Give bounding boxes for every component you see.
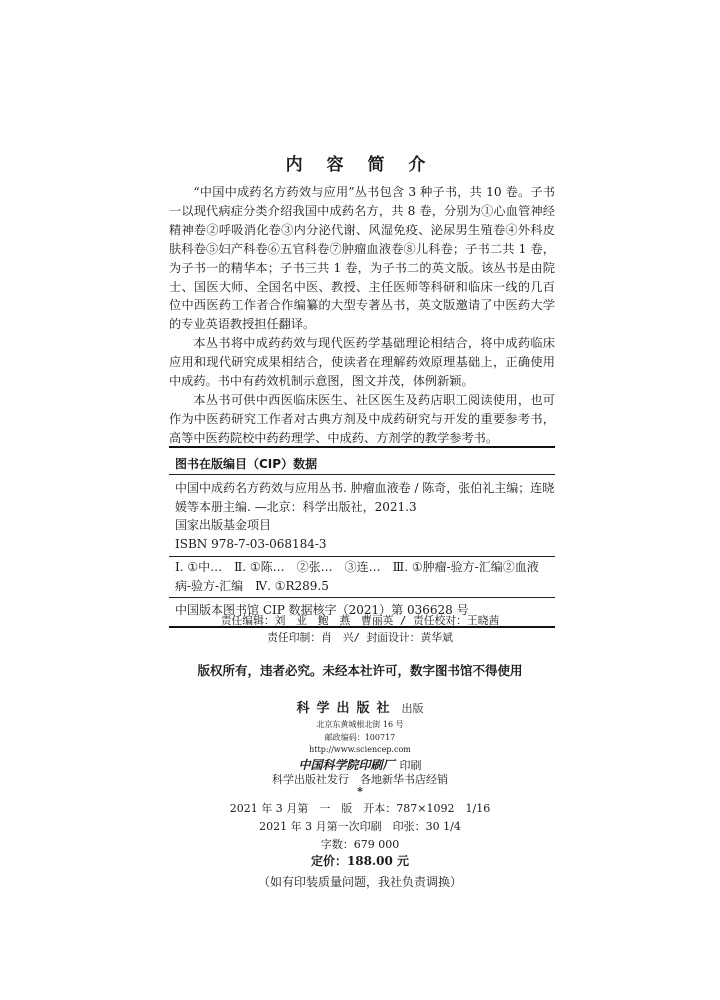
cip-block-1	[175, 479, 555, 553]
content-summary	[169, 183, 555, 448]
summary-paragraph-2: 本丛书将中成药药效与现代医药学基础理论相结合，将中成药临床应用和现代研究成果相结合，使读者在理解药效原理基础上，正确使用中成药。书中有药效机制示意图，图文并茂，体例新颖。	[169, 336, 555, 389]
cip-heading: 图书在版编目（CIP）数据	[175, 457, 318, 471]
publisher-website: http://www.sciencep.com	[309, 745, 411, 754]
price-value: 188.00 元	[346, 854, 410, 868]
credits-line-1: 责任编辑：刘 亚 鲍 燕 曹丽英 / 责任校对：王晓茜	[220, 614, 500, 627]
publisher-name: 科学出版社	[296, 701, 397, 716]
summary-paragraph-3: 本丛书可供中西医临床医生、社区医生及药店职工阅读使用，也可作为中医药研究工作者对古典方剂及中成药研究与开发的重要参考书，高等中医药院校中药药理学、中成药、方剂学的教学参考书。	[169, 392, 555, 445]
cip-classification-line: Ⅰ. ①中… Ⅱ. ①陈… ②张… ③连… Ⅲ. ①肿瘤-验方-汇编②血液	[175, 560, 539, 574]
page-title: 内 容 简 介	[285, 155, 435, 175]
cip-block-2	[175, 558, 555, 595]
publisher-address: 北京东黄城根北街 16 号	[316, 720, 404, 729]
printer-suffix: 印刷	[399, 759, 422, 772]
cip-classification-line-cont: 病-验方-汇编 Ⅳ. ①R289.5	[175, 578, 329, 593]
publisher-suffix: 出版	[401, 702, 424, 715]
copyright-notice: 版权所有，违者必究。未经本社许可，数字图书馆不得使用	[197, 663, 523, 678]
cip-fund-line: 国家出版基金项目	[175, 518, 272, 532]
cip-verification-line: 中国版本图书馆 CIP 数据核字（2021）第 036628 号	[175, 603, 469, 617]
cip-mid-rule-2	[169, 597, 555, 598]
quality-notice: （如有印装质量问题，我社负责调换）	[257, 875, 462, 889]
summary-paragraph-1: “中国中成药名方药效与应用”丛书包含 3 种子书，共 10 卷。子书一以现代病症分类介绍我国中成药名方，共 8 卷，分别为①心血管神经精神卷②呼吸消化卷③内分泌代谢、风湿免疫、泌尿男生殖卷④外科皮肤科卷⑤妇产科卷⑥五官科卷⑦肿瘤血液卷⑧儿科卷；子书二共 1 卷，为子书一的精华本；子书三共 1 卷，为子书二的英文版。该丛书是由院士、国医大师、全国名中医、教授、主任医师等科研和临床一线的几百位中西医药工作者合作编纂的大型专著丛书，英文版邀请了中医药大学的专业英语教授担任翻译。	[169, 185, 555, 332]
cip-title-line: 中国中成药名方药效与应用丛书. 肿瘤血液卷 / 陈奇，张伯礼主编；连晓	[175, 481, 555, 495]
printer-name: 中国科学院印刷厂	[298, 758, 395, 772]
credits-line-2: 责任印制：肖 兴/ 封面设计：黄华斌	[267, 631, 453, 644]
printing-line: 2021 年 3 月第一次印刷 印张：30 1/4	[259, 820, 461, 833]
publisher-line	[0, 697, 720, 716]
price-line	[0, 852, 720, 869]
publisher-postcode: 邮政编码：100717	[324, 733, 396, 742]
cip-mid-rule-1	[169, 556, 555, 557]
price-label: 定价：	[310, 854, 347, 868]
cip-top-rule	[169, 446, 555, 448]
cip-title-line-cont: 媛等本册主编. —北京：科学出版社，2021.3	[175, 499, 417, 514]
word-count-line: 字数：679 000	[320, 838, 400, 851]
distribution-line: 科学出版社发行 各地新华书店经销	[272, 773, 448, 786]
cip-isbn-line: ISBN 978-7-03-068184-3	[175, 536, 327, 551]
separator-star: *	[357, 785, 363, 798]
cip-heading-rule	[169, 474, 555, 475]
edition-line: 2021 年 3 月第 一 版 开本：787×1092 1/16	[229, 802, 491, 815]
